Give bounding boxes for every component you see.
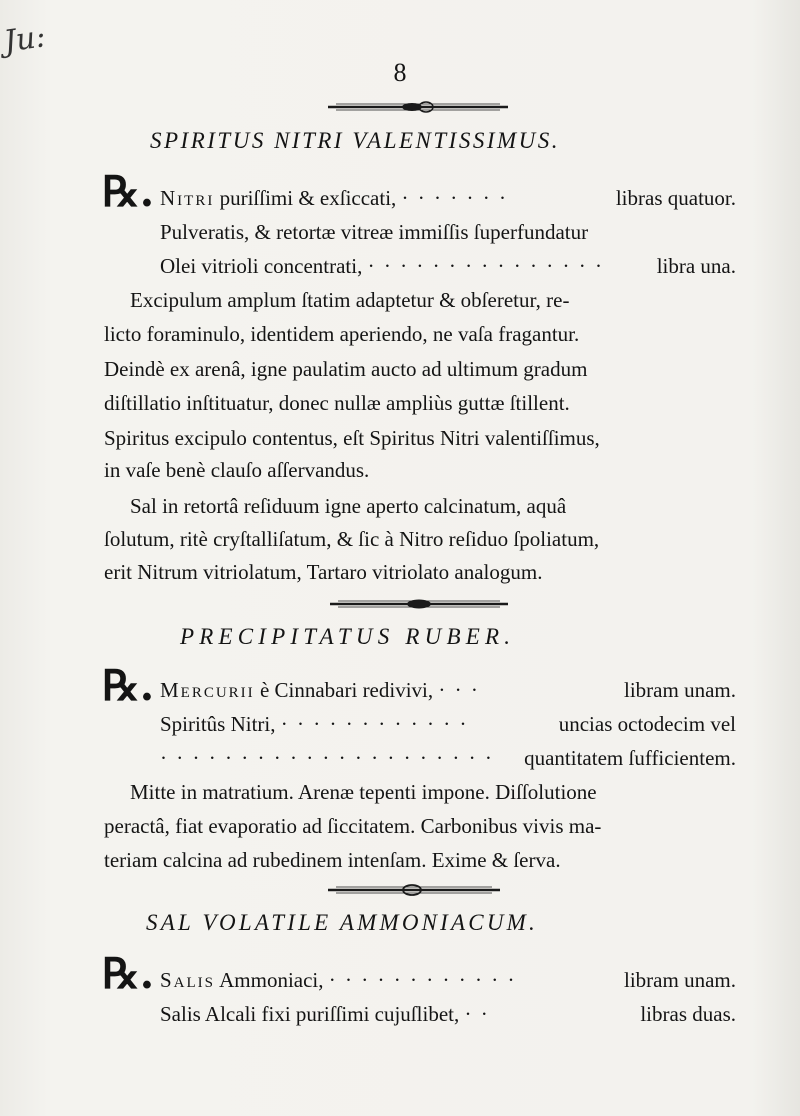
ingredient-line	[160, 252, 736, 280]
recipe-symbol: ℞.	[102, 949, 155, 998]
ingredient-desc: è Cinnabari redivivi,	[254, 678, 434, 702]
ingredient-line	[160, 676, 736, 704]
page-number: 8	[393, 58, 407, 87]
leader-dots: · · · · · · · · · · · · · · · · · · · · ·	[160, 746, 494, 770]
text-line: diſtillatio inſtituatur, donec nullæ ampliùs guttæ ſtillent.	[104, 391, 570, 415]
ingredient-name: Salis	[160, 968, 216, 992]
ingredient-quantity: libram unam.	[624, 678, 736, 702]
text-line: licto foraminulo, identidem aperiendo, ne vaſa fragantur.	[104, 322, 580, 346]
ingredient-line	[160, 710, 736, 738]
leader-dots: · · · · · · ·	[401, 186, 508, 210]
handwritten-corner-mark: Ju:	[1, 19, 48, 60]
recipe-symbol: ℞.	[102, 661, 155, 710]
text-line: Pulveratis, & retortæ vitreæ immiſſis ſuperfundatur	[160, 220, 589, 244]
text-line: Sal in retortâ reſiduum igne aperto calcinatum, aquâ	[130, 494, 567, 518]
ingredient-quantity: libram unam.	[624, 968, 736, 992]
leader-dots: · ·	[464, 1002, 490, 1026]
text-line: Excipulum amplum ſtatim adaptetur & obſeretur, re-	[130, 288, 570, 312]
text-line: Spiritus excipulo contentus, eſt Spiritus Nitri valentiſſimus,	[104, 426, 600, 450]
ingredient-desc: Olei vitrioli concentrati,	[160, 254, 363, 278]
section-title-spiritus: SPIRITUS NITRI VALENTISSIMUS.	[150, 128, 561, 153]
leader-dots: · · · · · · · · · · · · · · ·	[367, 254, 605, 278]
leader-dots: · · ·	[438, 678, 480, 702]
text-line: ſolutum, ritè cryſtalliſatum, & ſic à Nitro reſiduo ſpoliatum,	[104, 527, 600, 551]
leader-dots: · · · · · · · · · · · ·	[328, 968, 517, 992]
ornamental-rule-icon	[326, 101, 510, 113]
text-line: in vaſe benè clauſo aſſervandus.	[104, 458, 370, 482]
ingredient-line	[160, 184, 736, 212]
text-line: Deindè ex arenâ, igne paulatim aucto ad ultimum gradum	[104, 357, 588, 381]
section-title-precipitatus: PRECIPITATUS RUBER.	[180, 624, 516, 649]
text-line: Mitte in matratium. Arenæ tepenti impone. Diſſolutione	[130, 780, 597, 804]
ingredient-desc: Spiritûs Nitri,	[160, 712, 276, 736]
ornamental-rule-icon	[326, 884, 502, 896]
leader-dots: · · · · · · · · · · · ·	[280, 712, 469, 736]
ingredient-quantity: uncias octodecim vel	[558, 712, 736, 736]
ingredient-line	[160, 966, 736, 994]
ornamental-rule-icon	[328, 598, 510, 610]
ingredient-line	[160, 1000, 736, 1028]
recipe-symbol: ℞.	[102, 167, 155, 216]
ingredient-quantity: libras duas.	[640, 1002, 736, 1026]
section-title-sal-volatile: SAL VOLATILE AMMONIACUM.	[146, 910, 538, 935]
ingredient-quantity: libras quatuor.	[615, 186, 736, 210]
ingredient-desc: Ammoniaci,	[215, 968, 324, 992]
text-line: peractâ, fiat evaporatio ad ſiccitatem. Carbonibus vivis ma-	[104, 814, 602, 838]
ingredient-desc: puriſſimi & exſiccati,	[214, 186, 397, 210]
ingredient-line	[160, 744, 736, 772]
ingredient-quantity: quantitatem ſufficientem.	[524, 746, 736, 770]
text-line: erit Nitrum vitriolatum, Tartaro vitriolato analogum.	[104, 560, 543, 584]
text-line: teriam calcina ad rubedinem intenſam. Exime & ſerva.	[104, 848, 561, 872]
ingredient-name: Mercurii	[160, 678, 255, 702]
ingredient-desc: Salis Alcali fixi puriſſimi cujuſlibet,	[160, 1002, 460, 1026]
ingredient-quantity: libra una.	[656, 254, 736, 278]
ingredient-name: Nitri	[160, 186, 215, 210]
